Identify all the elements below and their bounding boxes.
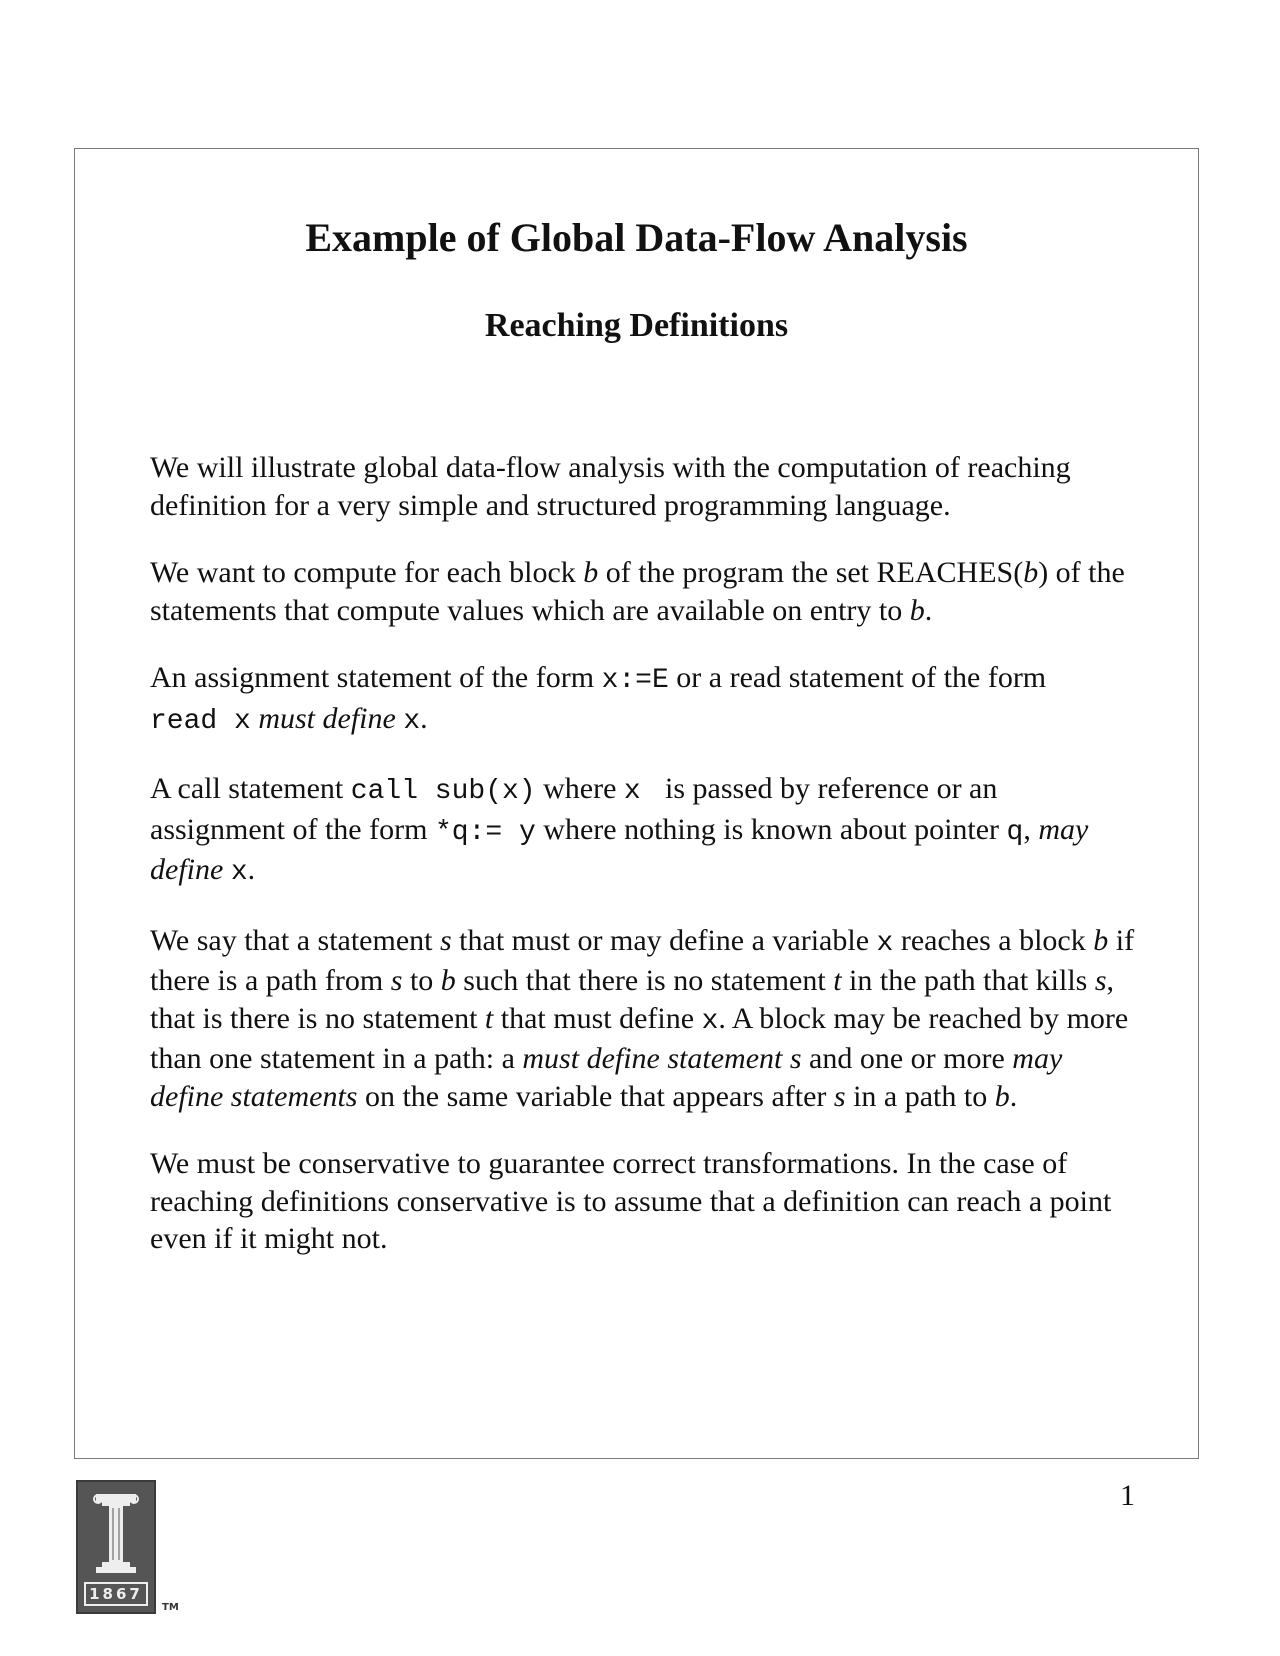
slide-subtitle: Reaching Definitions [484, 307, 789, 344]
logo-year: 1867 [84, 1582, 148, 1606]
slide-title: Example of Global Data-Flow Analysis [305, 215, 968, 260]
code-snippet: x [701, 1005, 719, 1037]
paragraph-must-define: An assignment statement of the form x:=E or a read statement of the form read x must define x. [150, 661, 1047, 737]
code-snippet: x [623, 776, 658, 807]
code-snippet: *q:= y [434, 816, 536, 848]
code-snippet: x [230, 857, 248, 888]
code-snippet: x [403, 705, 421, 737]
code-snippet: call sub(x) [350, 776, 536, 807]
slide-body [150, 449, 1135, 1288]
page-number: 1 [1120, 1479, 1135, 1512]
code-snippet: x [876, 927, 894, 959]
paragraph-reaches: We want to compute for each block b of the program the set REACHES(b) of the statements that compute values which are available on entry to b. [150, 556, 1125, 627]
paragraph-may-define: A call statement call sub(x) where x is passed by reference or an assignment of the form *q:= y where nothing is known about pointer q, may define x. [150, 772, 1089, 888]
column-logo-icon [78, 1482, 154, 1582]
paragraph-intro: We will illustrate global data-flow analysis with the computation of reaching definition for a very simple and structured programming language. [150, 451, 1071, 522]
university-logo [76, 1480, 156, 1614]
paragraph-reaches-block: We say that a statement s that must or may define a variable x reaches a block b if there is a path from s to b such that there is no statement t in the path that kills s, that is there is no statement t that must define x. A block may be reached by more than one statement in a path: a must define statement s and one or more may define statements on the same variable that appears after s in a path to b. [150, 923, 1135, 1113]
code-snippet: x:=E [601, 665, 669, 696]
code-snippet: read x [150, 705, 251, 737]
code-snippet: q [1006, 816, 1024, 848]
trademark-label: TM [162, 1602, 179, 1613]
paragraph-conservative: We must be conservative to guarantee correct transformations. In the case of reaching definitions conservative is to assume that a definition can reach a point even if it might not. [150, 1147, 1112, 1255]
